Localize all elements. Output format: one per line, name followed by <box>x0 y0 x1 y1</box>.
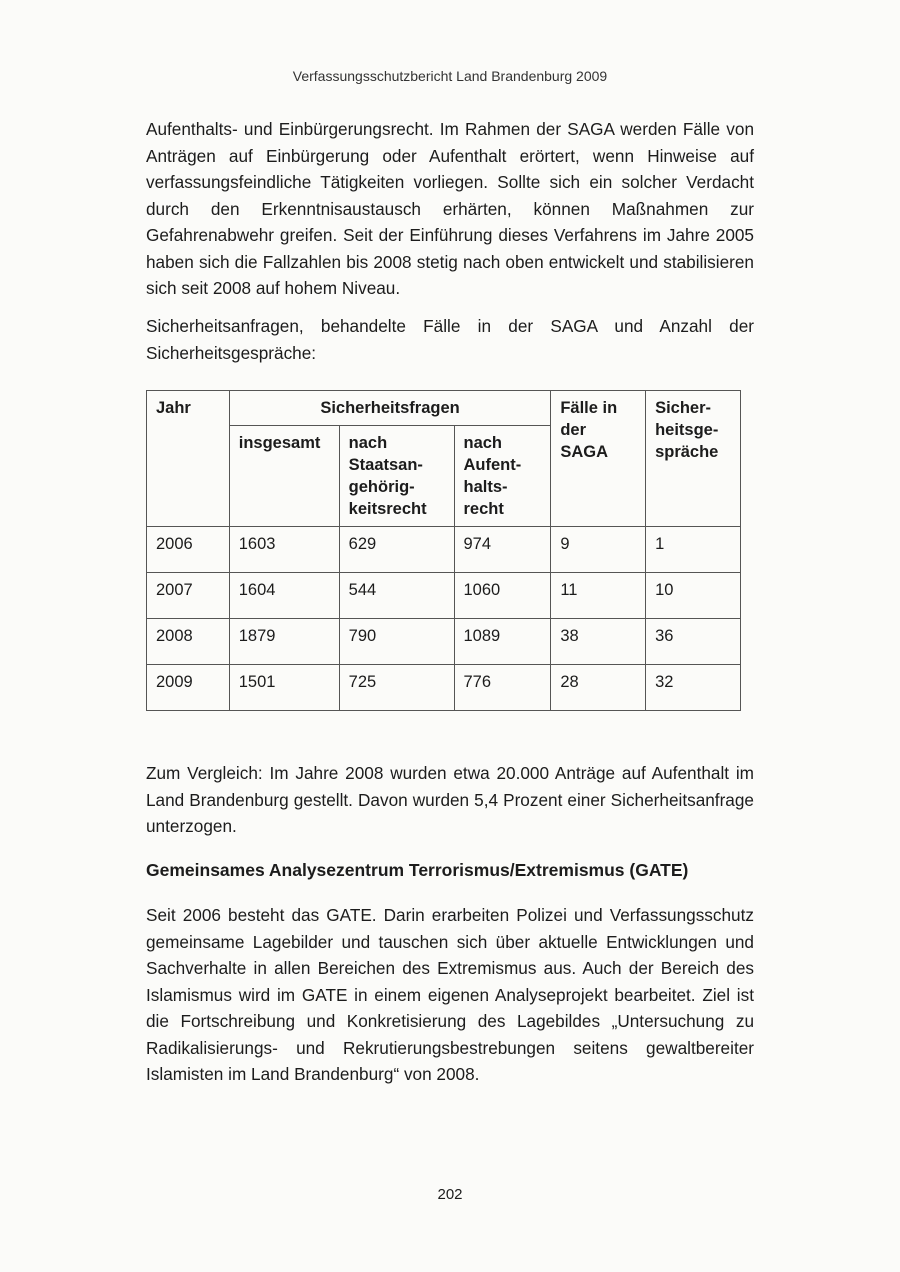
cell-insgesamt: 1501 <box>229 665 339 711</box>
page-number: 202 <box>437 1186 463 1203</box>
table-intro-paragraph: Sicherheitsanfragen, behandelte Fälle in der SAGA und Anzahl der Sicherheitsgespräche: <box>146 316 754 363</box>
header-jahr: Jahr <box>147 391 230 527</box>
comparison-paragraph: Zum Vergleich: Im Jahre 2008 wurden etwa 20.000 Anträge auf Aufenthalt im Land Brandenburg gestellt. Davon wurden 5,4 Prozent einer Sicherheitsanfrage unterzogen. <box>146 763 754 836</box>
cell-faelle: 38 <box>551 619 646 665</box>
cell-aufenthaltsrecht: 776 <box>454 665 551 711</box>
cell-jahr: 2007 <box>147 573 230 619</box>
cell-gespraeche: 36 <box>646 619 741 665</box>
cell-insgesamt: 1879 <box>229 619 339 665</box>
table-row <box>147 619 741 665</box>
cell-staatsangehoerigkeitsrecht: 544 <box>339 573 454 619</box>
gate-paragraph: Seit 2006 besteht das GATE. Darin erarbeiten Polizei und Verfassungsschutz gemeinsame Lagebilder und tauschen sich über aktuelle Entwicklungen und Sachverhalte in allen Bereichen des Extremismus aus. Auch der Bereich des Islamismus wird im GATE in einem eigenen Analyseprojekt bearbeitet. Ziel ist die Fortschreibung und Konkretisierung des Lagebildes „Untersuchung zu Radikalisierungs- und Rekrutierungsbestrebungen seitens gewaltbereiter Islamisten im Land Brandenburg“ von 2008. <box>146 905 754 1084</box>
cell-gespraeche: 10 <box>646 573 741 619</box>
cell-staatsangehoerigkeitsrecht: 629 <box>339 527 454 573</box>
cell-faelle: 9 <box>551 527 646 573</box>
header-staatsangehoerigkeitsrecht: nach Staatsan- gehörig- keitsrecht <box>339 426 454 527</box>
table-row <box>147 573 741 619</box>
cell-gespraeche: 32 <box>646 665 741 711</box>
cell-faelle: 11 <box>551 573 646 619</box>
statistics-table <box>146 390 741 711</box>
cell-aufenthaltsrecht: 1060 <box>454 573 551 619</box>
cell-jahr: 2008 <box>147 619 230 665</box>
cell-insgesamt: 1603 <box>229 527 339 573</box>
section-heading: Gemeinsames Analysezentrum Terrorismus/Extremismus (GATE) <box>146 860 689 880</box>
cell-gespraeche: 1 <box>646 527 741 573</box>
cell-staatsangehoerigkeitsrecht: 790 <box>339 619 454 665</box>
header-gespraeche: Sicher- heitsge- spräche <box>646 391 741 527</box>
table-header-row <box>147 391 741 426</box>
cell-aufenthaltsrecht: 974 <box>454 527 551 573</box>
running-header: Verfassungsschutzbericht Land Brandenburg 2009 <box>292 68 608 84</box>
header-aufenthaltsrecht: nach Aufent- halts- recht <box>454 426 551 527</box>
table-row <box>147 527 741 573</box>
table-row <box>147 665 741 711</box>
header-faelle: Fälle in der SAGA <box>551 391 646 527</box>
header-insgesamt: insgesamt <box>229 426 339 527</box>
body-paragraph: Aufenthalts- und Einbürgerungsrecht. Im Rahmen der SAGA werden Fälle von Anträgen auf Einbürgerung oder Aufenthalt erörtert, wenn Hinweise auf verfassungsfeindliche Tätigkeiten vorliegen. Sollte sich ein solcher Verdacht durch den Erkenntnisaustausch erhärten, können Maßnahmen zur Gefahrenabwehr greifen. Seit der Einführung dieses Verfahrens im Jahre 2005 haben sich die Fallzahlen bis 2008 stetig nach oben entwickelt und stabilisieren sich seit 2008 auf hohem Niveau. <box>146 119 754 298</box>
cell-faelle: 28 <box>551 665 646 711</box>
cell-jahr: 2006 <box>147 527 230 573</box>
header-sicherheitsfragen: Sicherheitsfragen <box>229 391 551 426</box>
cell-staatsangehoerigkeitsrecht: 725 <box>339 665 454 711</box>
cell-insgesamt: 1604 <box>229 573 339 619</box>
cell-jahr: 2009 <box>147 665 230 711</box>
cell-aufenthaltsrecht: 1089 <box>454 619 551 665</box>
